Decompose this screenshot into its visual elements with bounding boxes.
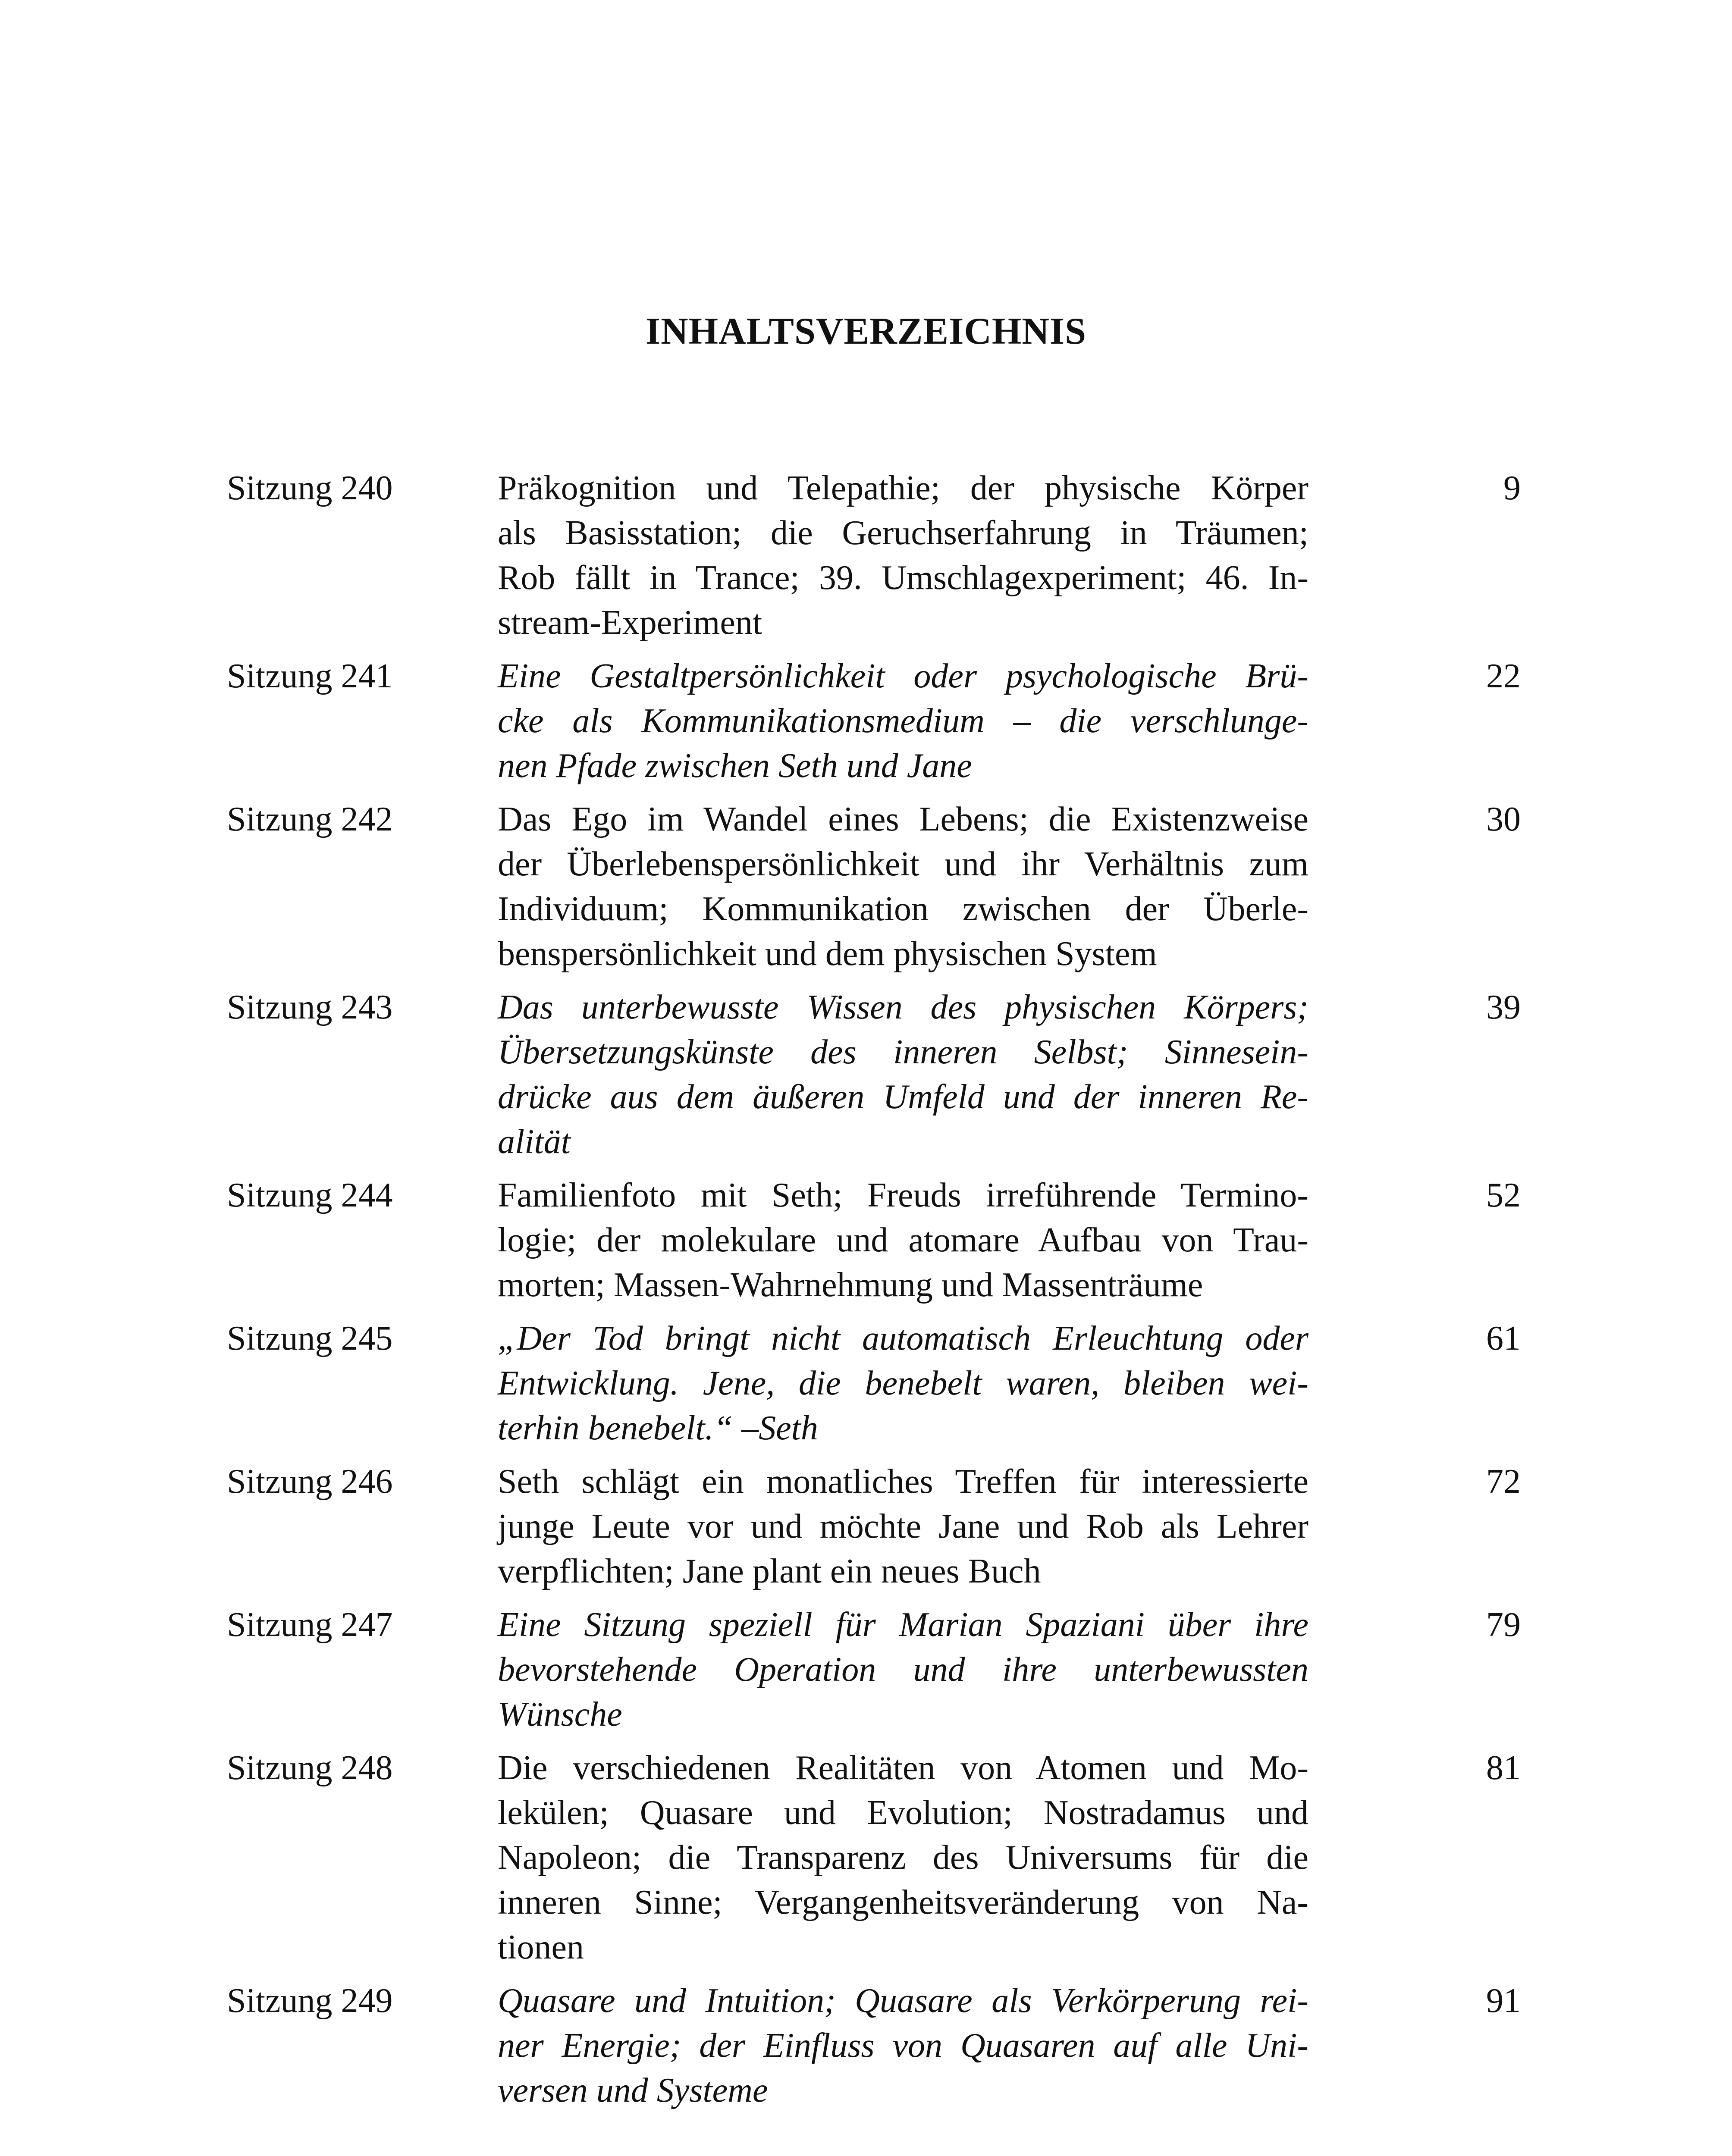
session-label: Sitzung 247 bbox=[227, 1606, 393, 1644]
description-line: Eine Gestaltpersönlichkeit oder psychologische Brü- bbox=[498, 657, 1308, 695]
description-line: morten; Massen-Wahrnehmung und Massenträume bbox=[498, 1266, 1203, 1304]
session-label: Sitzung 249 bbox=[227, 1982, 393, 2020]
page-number: 52 bbox=[1486, 1176, 1521, 1214]
description-line: bevorstehende Operation und ihre unterbewussten bbox=[498, 1651, 1308, 1689]
toc-entry bbox=[227, 1745, 1521, 1970]
toc-entry bbox=[227, 1173, 1521, 1307]
toc-entry bbox=[227, 1459, 1521, 1594]
description-line: versen und Systeme bbox=[498, 2071, 768, 2109]
page-number: 9 bbox=[1503, 469, 1521, 507]
description-line: der Überlebenspersönlichkeit und ihr Verhältnis zum bbox=[498, 845, 1308, 883]
page-number: 91 bbox=[1486, 1982, 1521, 2020]
page-number: 81 bbox=[1486, 1749, 1521, 1787]
entry-description bbox=[498, 1316, 1308, 1451]
page-number: 72 bbox=[1486, 1463, 1521, 1501]
description-line: als Basisstation; die Geruchserfahrung in Träumen; bbox=[498, 514, 1308, 552]
description-line: Das unterbewusste Wissen des physischen Körpers; bbox=[498, 988, 1308, 1026]
entry-description bbox=[498, 466, 1308, 645]
description-line: tionen bbox=[498, 1928, 584, 1966]
entry-description bbox=[498, 797, 1308, 976]
toc-entry bbox=[227, 797, 1521, 976]
entry-description bbox=[498, 1459, 1308, 1594]
description-line: Seth schlägt ein monatliches Treffen für interessierte bbox=[498, 1463, 1308, 1501]
toc-entry bbox=[227, 985, 1521, 1164]
entry-description bbox=[498, 1602, 1308, 1737]
entry-description bbox=[498, 654, 1308, 788]
description-line: Familienfoto mit Seth; Freuds irreführende Termino- bbox=[498, 1176, 1308, 1214]
description-line: Übersetzungskünste des inneren Selbst; Sinnesein- bbox=[498, 1033, 1308, 1071]
page-title: INHALTSVERZEICHNIS bbox=[645, 310, 1087, 352]
description-line: drücke aus dem äußeren Umfeld und der inneren Re- bbox=[498, 1078, 1308, 1116]
session-label: Sitzung 246 bbox=[227, 1463, 393, 1501]
description-line: ner Energie; der Einfluss von Quasaren auf alle Uni- bbox=[498, 2027, 1308, 2065]
toc-entry bbox=[227, 466, 1521, 645]
description-line: benspersönlichkeit und dem physischen System bbox=[498, 935, 1157, 973]
toc-entry bbox=[227, 1978, 1521, 2113]
description-line: Die verschiedenen Realitäten von Atomen und Mo- bbox=[498, 1749, 1308, 1787]
page-number: 79 bbox=[1486, 1606, 1521, 1644]
entry-description bbox=[498, 1173, 1308, 1307]
session-label: Sitzung 241 bbox=[227, 657, 393, 695]
description-line: junge Leute vor und möchte Jane und Rob als Lehrer bbox=[498, 1507, 1308, 1545]
description-line: Eine Sitzung speziell für Marian Spaziani über ihre bbox=[498, 1606, 1308, 1644]
description-line: stream-Experiment bbox=[498, 604, 762, 642]
description-line: Napoleon; die Transparenz des Universums für die bbox=[498, 1839, 1308, 1877]
entry-description bbox=[498, 1745, 1308, 1970]
description-line: Das Ego im Wandel eines Lebens; die Existenzweise bbox=[498, 800, 1308, 838]
entry-description bbox=[498, 1978, 1308, 2113]
table-of-contents bbox=[227, 466, 1521, 2122]
description-line: Wünsche bbox=[498, 1695, 622, 1733]
description-line: „Der Tod bringt nicht automatisch Erleuchtung oder bbox=[498, 1319, 1308, 1357]
description-line: terhin benebelt.“ –Seth bbox=[498, 1409, 818, 1447]
toc-entry bbox=[227, 1316, 1521, 1451]
description-line: lekülen; Quasare und Evolution; Nostradamus und bbox=[498, 1794, 1308, 1832]
description-line: Entwicklung. Jene, die benebelt waren, bleiben wei- bbox=[498, 1364, 1308, 1402]
description-line: Quasare und Intuition; Quasare als Verkörperung rei- bbox=[498, 1982, 1308, 2020]
description-line: nen Pfade zwischen Seth und Jane bbox=[498, 747, 972, 785]
description-line: Individuum; Kommunikation zwischen der Überle- bbox=[498, 890, 1308, 928]
session-label: Sitzung 242 bbox=[227, 800, 393, 838]
session-label: Sitzung 240 bbox=[227, 469, 393, 507]
page-number: 39 bbox=[1486, 988, 1521, 1026]
page-number: 61 bbox=[1486, 1319, 1521, 1357]
session-label: Sitzung 244 bbox=[227, 1176, 393, 1214]
description-line: cke als Kommunikationsmedium – die verschlunge- bbox=[498, 702, 1308, 740]
entry-description bbox=[498, 985, 1308, 1164]
toc-entry bbox=[227, 654, 1521, 788]
session-label: Sitzung 243 bbox=[227, 988, 393, 1026]
description-line: alität bbox=[498, 1123, 571, 1161]
session-label: Sitzung 245 bbox=[227, 1319, 393, 1357]
description-line: verpflichten; Jane plant ein neues Buch bbox=[498, 1552, 1041, 1590]
description-line: Präkognition und Telepathie; der physische Körper bbox=[498, 469, 1308, 507]
toc-entry bbox=[227, 1602, 1521, 1737]
page-number: 22 bbox=[1486, 657, 1521, 695]
session-label: Sitzung 248 bbox=[227, 1749, 393, 1787]
description-line: logie; der molekulare und atomare Aufbau von Trau- bbox=[498, 1221, 1308, 1259]
page-number: 30 bbox=[1486, 800, 1521, 838]
description-line: inneren Sinne; Vergangenheitsveränderung von Na- bbox=[498, 1883, 1308, 1921]
description-line: Rob fällt in Trance; 39. Umschlagexperiment; 46. In- bbox=[498, 559, 1308, 597]
